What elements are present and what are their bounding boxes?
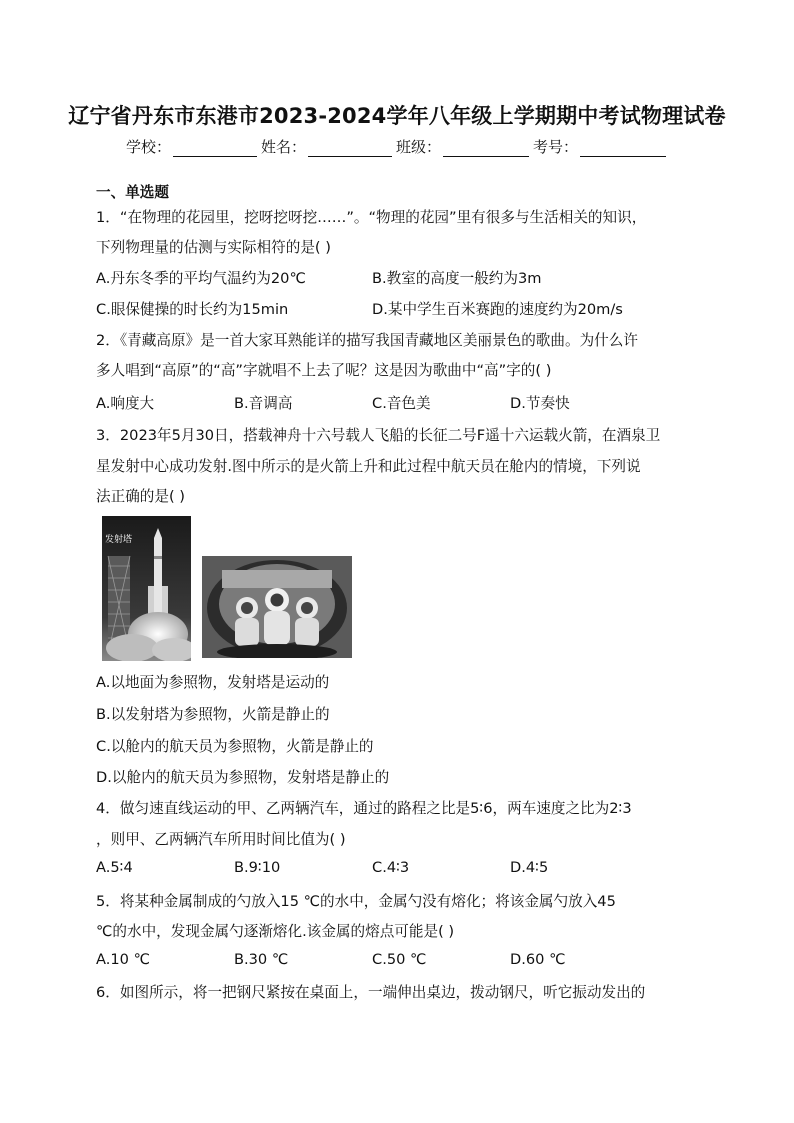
- q1-option-c: C.眼保健操的时长约为15min: [96, 301, 289, 318]
- q2-option-d: D.节奏快: [510, 395, 570, 412]
- q5-stem-line1: 5．将某种金属制成的勺放入15 ℃的水中，金属勺没有熔化；将该金属勺放入45: [96, 893, 616, 910]
- class-blank: [443, 140, 529, 157]
- q1-option-b: B.教室的高度一般约为3m: [372, 270, 542, 287]
- name-blank: [308, 140, 392, 157]
- q1-stem-line2: 下列物理量的估测与实际相符的是( ): [96, 239, 331, 256]
- q4-stem-line2: ，则甲、乙两辆汽车所用时间比值为( ): [96, 831, 346, 848]
- q3-option-c: C.以舱内的航天员为参照物，火箭是静止的: [96, 738, 374, 755]
- exam-no-label: 考号：: [533, 138, 579, 156]
- q3-option-a: A.以地面为参照物，发射塔是运动的: [96, 674, 330, 691]
- q4-option-d: D.4∶5: [510, 859, 549, 876]
- q2-option-b: B.音调高: [234, 395, 293, 412]
- school-label: 学校：: [126, 138, 172, 156]
- class-label: 班级：: [396, 138, 442, 156]
- q6-stem-line1: 6．如图所示，将一把钢尺紧按在桌面上，一端伸出桌边，拨动钢尺，听它振动发出的: [96, 984, 646, 1001]
- student-info-row: [126, 136, 670, 157]
- q3-stem-line1: 3．2023年5月30日，搭载神舟十六号载人飞船的长征二号F遥十六运载火箭，在酒泉卫: [96, 427, 661, 444]
- tower-label: 发射塔: [105, 535, 133, 545]
- q5-option-c: C.50 ℃: [372, 951, 427, 968]
- q1-option-d: D.某中学生百米赛跑的速度约为20m/s: [372, 301, 623, 318]
- q4-option-a: A.5∶4: [96, 859, 133, 876]
- q2-stem-line1: 2．《青藏高原》是一首大家耳熟能详的描写我国青藏地区美丽景色的歌曲。为什么许: [96, 332, 638, 349]
- q5-stem-line2: ℃的水中，发现金属勺逐渐熔化.该金属的熔点可能是( ): [96, 923, 455, 940]
- q5-option-a: A.10 ℃: [96, 951, 150, 968]
- q2-stem-line2: 多人唱到“高原”的“高”字就唱不上去了呢？这是因为歌曲中“高”字的( ): [96, 362, 552, 379]
- q5-option-b: B.30 ℃: [234, 951, 289, 968]
- q5-option-d: D.60 ℃: [510, 951, 566, 968]
- q4-option-c: C.4∶3: [372, 859, 410, 876]
- q2-option-a: A.响度大: [96, 395, 155, 412]
- astronauts-cabin-image: [202, 556, 352, 658]
- exam-no-blank: [580, 140, 666, 157]
- q1-stem-line1: 1．“在物理的花园里，挖呀挖呀挖……”。“物理的花园”里有很多与生活相关的知识，: [96, 209, 647, 226]
- q1-option-a: A.丹东冬季的平均气温约为20℃: [96, 270, 306, 287]
- q3-option-b: B.以发射塔为参照物，火箭是静止的: [96, 706, 330, 723]
- q3-option-d: D.以舱内的航天员为参照物，发射塔是静止的: [96, 769, 390, 786]
- q4-stem-line1: 4．做匀速直线运动的甲、乙两辆汽车，通过的路程之比是5∶6，两车速度之比为2∶3: [96, 800, 632, 817]
- rocket-launch-image: [102, 516, 191, 661]
- school-blank: [173, 140, 257, 157]
- section-heading: 一、单选题: [96, 184, 169, 201]
- name-label: 姓名：: [261, 138, 307, 156]
- q2-option-c: C.音色美: [372, 395, 431, 412]
- q4-option-b: B.9∶10: [234, 859, 281, 876]
- q3-stem-line3: 法正确的是( ): [96, 488, 185, 505]
- page-title: 辽宁省丹东市东港市2023-2024学年八年级上学期期中考试物理试卷: [68, 104, 726, 128]
- q3-stem-line2: 星发射中心成功发射.图中所示的是火箭上升和此过程中航天员在舱内的情境，下列说: [96, 458, 641, 475]
